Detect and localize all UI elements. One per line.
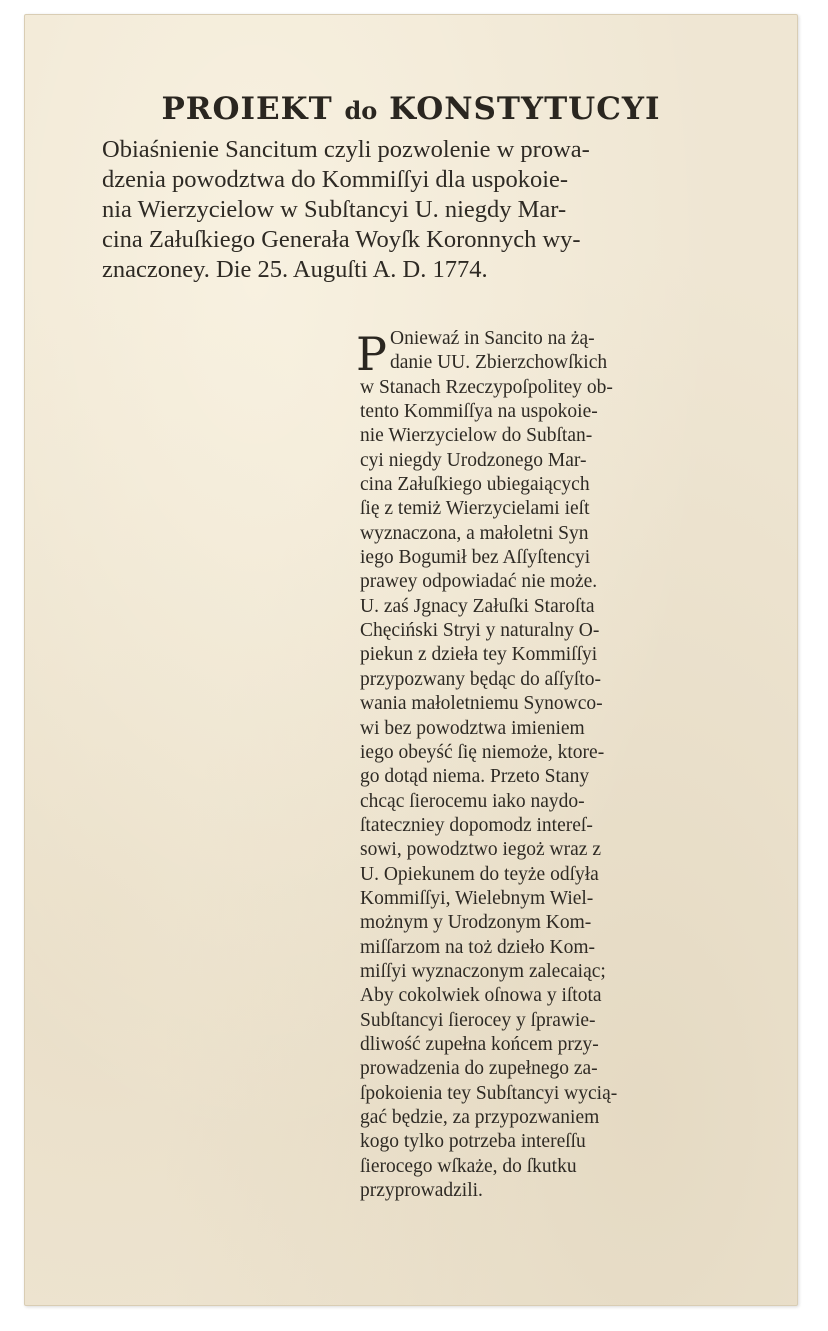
document-title (24, 91, 798, 127)
body-line: Oniewaź in Sancito na żą- (390, 328, 595, 349)
body-line: prowadzenia do zupełnego za- (360, 1058, 598, 1080)
body-line: ſtateczniey dopomodz intereſ- (360, 814, 593, 836)
body-line: gać będzie, za przypozwaniem (360, 1107, 600, 1128)
body-line: piekun z dzieła tey Kommiſſyi (360, 644, 598, 666)
body-line: iego obeyść ſię niemoże, ktore- (360, 741, 605, 763)
subtitle-line: Obiaśnienie Sancitum czyli pozwolenie w prowa- (102, 136, 590, 163)
title-word-proiekt: PROIEKT (161, 91, 333, 127)
body-line: danie UU. Zbierzchowſkich (390, 352, 608, 374)
body-line: iego Bogumił bez Aſſyſtencyi (360, 547, 591, 569)
body-line: dliwość zupełna końcem przy- (360, 1033, 599, 1055)
body-line: cina Załuſkiego ubiegaiących (360, 474, 590, 496)
subtitle-line: dzenia powodztwa do Kommiſſyi dla uspokoie- (102, 166, 569, 193)
body-line: przyprowadzili. (360, 1180, 483, 1202)
body-line: go dotąd niema. Przeto Stany (360, 766, 590, 788)
document-body (356, 327, 680, 1203)
body-line: Aby cokolwiek oſnowa y iſtota (360, 985, 602, 1007)
body-line: U. zaś Jgnacy Załuſki Staroſta (360, 595, 595, 617)
body-line: wi bez powodztwa imieniem (360, 717, 585, 739)
body-line: ſię z temiż Wierzycielami ieſt (360, 498, 590, 520)
body-line: kogo tylko potrzeba intereſſu (360, 1131, 586, 1153)
subtitle-line: cina Załuſkiego Generała Woyſk Koronnych wy- (102, 226, 581, 253)
subtitle-line: znaczoney. Die 25. Auguſti A. D. 1774. (102, 256, 488, 283)
body-line: nie Wierzycielow do Subſtan- (360, 425, 593, 447)
body-line: U. Opiekunem do teyże odſyła (360, 863, 599, 885)
body-line: przypozwany będąc do aſſyſto- (360, 668, 601, 690)
subtitle-line: nia Wierzycielow w Subſtancyi U. niegdy Mar- (102, 196, 567, 223)
body-line: wania małoletniemu Synowco- (360, 693, 603, 715)
body-line: miſſarzom na toż dzieło Kom- (360, 936, 596, 958)
title-word-do: do (344, 96, 378, 125)
body-line: Chęciński Stryi y naturalny O- (360, 620, 600, 642)
body-line: sowi, powodztwo iegoż wraz z (360, 839, 601, 861)
document-page (24, 14, 798, 1306)
drop-cap: P (356, 327, 387, 381)
body-text (360, 327, 680, 1203)
body-line: tento Kommiſſya na uspokoie- (360, 401, 598, 423)
body-line: prawey odpowiadać nie może. (360, 571, 598, 593)
body-line: miſſyi wyznaczonym zalecaiąc; (360, 960, 606, 982)
body-line: ſierocego wſkaże, do ſkutku (360, 1155, 577, 1177)
document-subtitle (102, 135, 662, 285)
body-line: ſpokoienia tey Subſtancyi wycią- (360, 1082, 618, 1104)
body-line: wyznaczona, a małoletni Syn (360, 522, 589, 544)
body-line: Subſtancyi ſierocey y ſprawie- (360, 1009, 596, 1031)
body-line: cyi niegdy Urodzonego Mar- (360, 449, 587, 471)
body-line: możnym y Urodzonym Kom- (360, 912, 592, 934)
body-line: w Stanach Rzeczypoſpolitey ob- (360, 376, 613, 398)
body-line: Kommiſſyi, Wielebnym Wiel- (360, 887, 594, 909)
title-word-konstytucyi: KONSTYTUCYI (389, 91, 661, 127)
body-line: chcąc ſierocemu iako naydo- (360, 790, 585, 812)
